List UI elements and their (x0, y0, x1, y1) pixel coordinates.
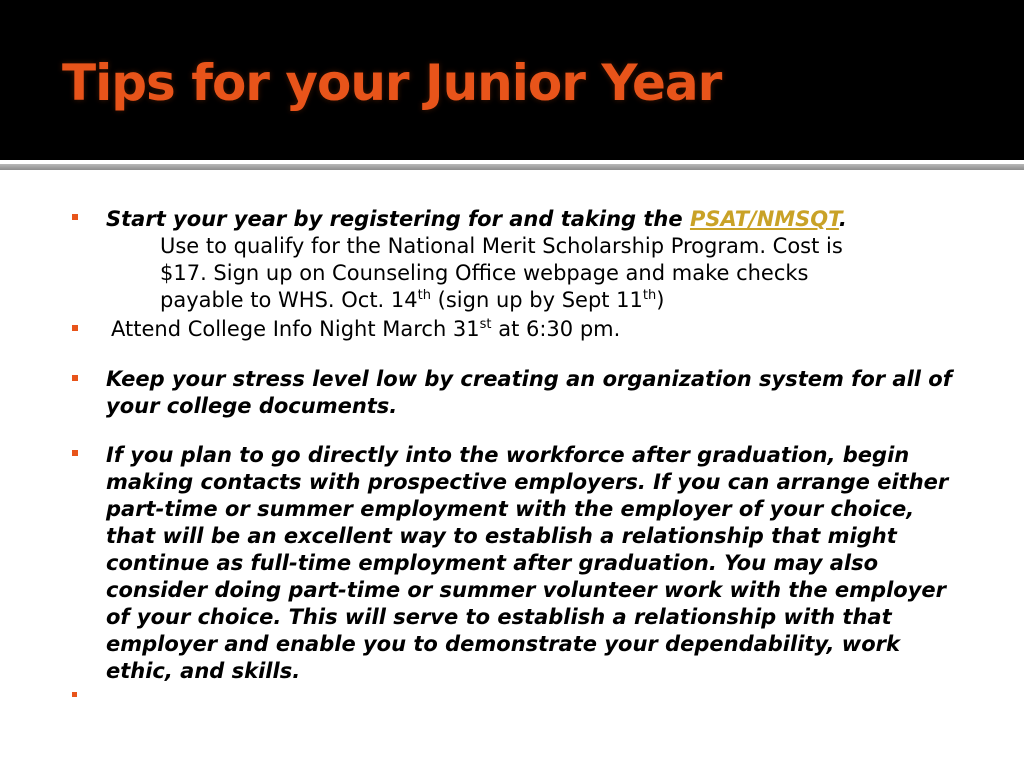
bullet-2-text-b: at 6:30 pm. (491, 317, 621, 341)
bullet-4-line: of your choice. This will serve to establish a relationship with that (106, 605, 892, 629)
bullet-4-line: consider doing part-time or summer volunteer work with the employer (106, 578, 946, 602)
detail-3-text-b: (sign up by Sept 11 (430, 288, 643, 312)
empty-bullet-marker (72, 692, 77, 697)
bullet-1-detail-2: $17. Sign up on Counseling Office webpage and make checks (160, 261, 809, 285)
bullet-3-line-2: your college documents. (106, 394, 398, 418)
psat-nmsqt-link[interactable]: PSAT/NMSQT (689, 207, 839, 231)
bullet-1-heading (106, 206, 986, 233)
bullet-4-line: that will be an excellent way to establish a relationship that might (106, 524, 897, 548)
bullet-4-line: making contacts with prospective employers. If you can arrange either (106, 470, 949, 494)
detail-3-text-c: ) (656, 288, 665, 312)
detail-3-sup-b: th (642, 288, 657, 303)
bullet-4-line: If you plan to go directly into the workforce after graduation, begin (106, 443, 910, 467)
bullet-marker (72, 450, 78, 456)
bullet-1-detail-1: Use to qualify for the National Merit Scholarship Program. Cost is (160, 234, 843, 258)
bullet-4-line: part-time or summer employment with the employer of your choice, (106, 497, 915, 521)
bullet-2-text (111, 316, 991, 343)
bullet-4-line: ethic, and skills. (106, 659, 301, 683)
bullet-4-line: continue as full-time employment after graduation. You may also (106, 551, 879, 575)
bullet-3-line-1: Keep your stress level low by creating an organization system for all of (106, 367, 952, 391)
bullet-1-lead: Start your year by registering for and taking the (106, 207, 690, 231)
bullet-2-sup: st (479, 317, 492, 332)
bullet-marker (72, 325, 78, 331)
bullet-4-line: employer and enable you to demonstrate your dependability, work (106, 632, 900, 656)
bullet-marker (72, 375, 78, 381)
detail-3-text-a: payable to WHS. Oct. 14 (160, 288, 418, 312)
bullet-1-detail-3 (160, 287, 980, 314)
bullet-1-period: . (838, 207, 847, 231)
bullet-2-text-a: Attend College Info Night March 31 (111, 317, 480, 341)
slide-title: Tips for your Junior Year (62, 54, 722, 112)
detail-3-sup-a: th (417, 288, 431, 303)
bullet-marker (72, 214, 78, 220)
